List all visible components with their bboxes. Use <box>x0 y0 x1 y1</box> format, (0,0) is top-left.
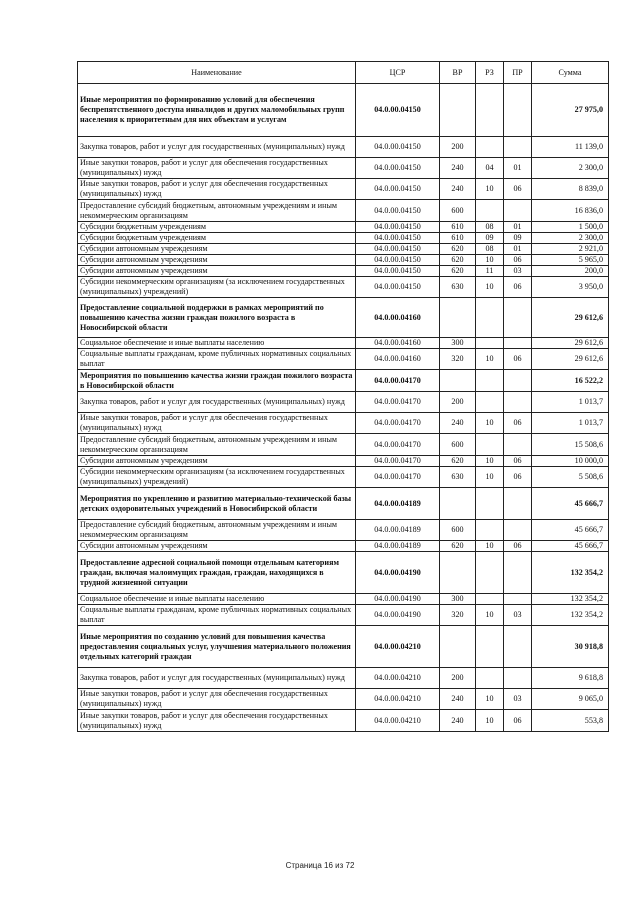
cell-sum: 27 975,0 <box>532 84 609 137</box>
table-row <box>78 233 609 244</box>
cell-rz <box>476 668 504 689</box>
cell-rz <box>476 434 504 456</box>
cell-vr <box>440 488 476 520</box>
cell-sum: 132 354,2 <box>532 552 609 594</box>
cell-pr <box>504 338 532 349</box>
cell-vr: 240 <box>440 158 476 179</box>
cell-pr: 06 <box>504 179 532 200</box>
cell-rz: 10 <box>476 277 504 298</box>
cell-name: Закупка товаров, работ и услуг для государственных (муниципальных) нужд <box>78 668 356 689</box>
cell-rz <box>476 84 504 137</box>
section-row <box>78 626 609 668</box>
cell-name: Субсидии автономным учреждениям <box>78 456 356 467</box>
cell-sum: 8 839,0 <box>532 179 609 200</box>
cell-name: Социальные выплаты гражданам, кроме публичных нормативных социальных выплат <box>78 605 356 626</box>
cell-vr: 600 <box>440 434 476 456</box>
cell-sum: 15 508,6 <box>532 434 609 456</box>
cell-sum: 553,8 <box>532 710 609 732</box>
cell-pr: 06 <box>504 710 532 732</box>
table-row <box>78 200 609 222</box>
cell-name: Субсидии некоммерческим организациям (за исключением государственных (муниципальных) учреждений) <box>78 277 356 298</box>
cell-csr: 04.0.00.04150 <box>356 277 440 298</box>
cell-rz <box>476 594 504 605</box>
cell-vr: 200 <box>440 392 476 413</box>
cell-sum: 1 013,7 <box>532 413 609 434</box>
cell-csr: 04.0.00.04150 <box>356 255 440 266</box>
cell-sum: 2 300,0 <box>532 158 609 179</box>
table-row <box>78 255 609 266</box>
table-row <box>78 392 609 413</box>
cell-vr: 600 <box>440 200 476 222</box>
cell-csr: 04.0.00.04190 <box>356 552 440 594</box>
cell-csr: 04.0.00.04210 <box>356 668 440 689</box>
cell-pr <box>504 488 532 520</box>
cell-name: Социальное обеспечение и иные выплаты населению <box>78 338 356 349</box>
cell-vr: 620 <box>440 244 476 255</box>
table-row <box>78 179 609 200</box>
cell-vr: 300 <box>440 594 476 605</box>
table-body <box>78 84 609 732</box>
cell-pr <box>504 370 532 392</box>
cell-vr: 610 <box>440 222 476 233</box>
cell-rz: 10 <box>476 710 504 732</box>
cell-vr: 610 <box>440 233 476 244</box>
cell-vr: 320 <box>440 605 476 626</box>
section-row <box>78 84 609 137</box>
cell-vr <box>440 370 476 392</box>
cell-name: Мероприятия по укреплению и развитию материально-технической базы детских оздоровительных учреждений в Новосибирской области <box>78 488 356 520</box>
cell-csr: 04.0.00.04210 <box>356 710 440 732</box>
cell-sum: 9 065,0 <box>532 689 609 710</box>
cell-sum: 1 500,0 <box>532 222 609 233</box>
cell-rz <box>476 298 504 338</box>
cell-name: Предоставление субсидий бюджетным, автономным учреждениям и иным некоммерческим организациям <box>78 200 356 222</box>
cell-rz <box>476 200 504 222</box>
cell-name: Иные закупки товаров, работ и услуг для обеспечения государственных (муниципальных) нужд <box>78 689 356 710</box>
cell-pr: 06 <box>504 413 532 434</box>
cell-pr <box>504 552 532 594</box>
cell-pr <box>504 298 532 338</box>
table-row <box>78 413 609 434</box>
header-rz: РЗ <box>476 62 504 84</box>
cell-vr: 200 <box>440 137 476 158</box>
cell-rz <box>476 137 504 158</box>
cell-rz: 10 <box>476 605 504 626</box>
section-row <box>78 552 609 594</box>
cell-sum: 2 300,0 <box>532 233 609 244</box>
table-row <box>78 266 609 277</box>
cell-pr <box>504 434 532 456</box>
cell-pr: 06 <box>504 467 532 488</box>
cell-csr: 04.0.00.04160 <box>356 349 440 370</box>
cell-csr: 04.0.00.04150 <box>356 84 440 137</box>
cell-rz: 10 <box>476 413 504 434</box>
cell-vr <box>440 626 476 668</box>
cell-vr: 620 <box>440 541 476 552</box>
cell-rz: 11 <box>476 266 504 277</box>
table-row <box>78 710 609 732</box>
cell-rz <box>476 520 504 541</box>
cell-sum: 29 612,6 <box>532 298 609 338</box>
cell-csr: 04.0.00.04160 <box>356 298 440 338</box>
cell-csr: 04.0.00.04170 <box>356 467 440 488</box>
table-row <box>78 277 609 298</box>
table-row <box>78 338 609 349</box>
cell-vr <box>440 552 476 594</box>
cell-pr <box>504 626 532 668</box>
cell-pr <box>504 594 532 605</box>
cell-pr: 03 <box>504 266 532 277</box>
cell-rz <box>476 626 504 668</box>
cell-name: Иные закупки товаров, работ и услуг для обеспечения государственных (муниципальных) нужд <box>78 413 356 434</box>
cell-vr <box>440 84 476 137</box>
cell-name: Закупка товаров, работ и услуг для государственных (муниципальных) нужд <box>78 137 356 158</box>
cell-sum: 29 612,6 <box>532 338 609 349</box>
cell-name: Иные закупки товаров, работ и услуг для обеспечения государственных (муниципальных) нужд <box>78 179 356 200</box>
cell-csr: 04.0.00.04150 <box>356 137 440 158</box>
budget-table <box>77 61 609 732</box>
cell-vr: 240 <box>440 710 476 732</box>
table-row <box>78 605 609 626</box>
cell-csr: 04.0.00.04189 <box>356 541 440 552</box>
cell-csr: 04.0.00.04160 <box>356 338 440 349</box>
cell-csr: 04.0.00.04170 <box>356 392 440 413</box>
table-row <box>78 456 609 467</box>
cell-pr: 06 <box>504 349 532 370</box>
cell-sum: 45 666,7 <box>532 541 609 552</box>
cell-sum: 29 612,6 <box>532 349 609 370</box>
cell-rz: 08 <box>476 222 504 233</box>
cell-rz: 10 <box>476 456 504 467</box>
cell-name: Иные мероприятия по формированию условий для обеспечения беспрепятственного доступа инвалидов и других маломобильных групп населения к приоритетным для них объектам и услугам <box>78 84 356 137</box>
header-pr: ПР <box>504 62 532 84</box>
cell-name: Предоставление адресной социальной помощи отдельным категориям граждан, включая малоимущих граждан, граждан, находящихся в трудной жизненной ситуации <box>78 552 356 594</box>
table-row <box>78 520 609 541</box>
cell-name: Субсидии бюджетным учреждениям <box>78 233 356 244</box>
cell-pr <box>504 668 532 689</box>
cell-vr: 600 <box>440 520 476 541</box>
table-row <box>78 137 609 158</box>
table-row <box>78 541 609 552</box>
cell-csr: 04.0.00.04210 <box>356 626 440 668</box>
cell-rz <box>476 488 504 520</box>
cell-sum: 16 836,0 <box>532 200 609 222</box>
cell-rz: 08 <box>476 244 504 255</box>
cell-pr: 09 <box>504 233 532 244</box>
cell-sum: 11 139,0 <box>532 137 609 158</box>
cell-csr: 04.0.00.04150 <box>356 266 440 277</box>
table-row <box>78 668 609 689</box>
cell-sum: 45 666,7 <box>532 488 609 520</box>
cell-vr <box>440 298 476 338</box>
cell-sum: 3 950,0 <box>532 277 609 298</box>
cell-csr: 04.0.00.04170 <box>356 370 440 392</box>
cell-vr: 320 <box>440 349 476 370</box>
cell-name: Предоставление субсидий бюджетным, автономным учреждениям и иным некоммерческим организациям <box>78 434 356 456</box>
table-row <box>78 594 609 605</box>
cell-sum: 10 000,0 <box>532 456 609 467</box>
cell-csr: 04.0.00.04189 <box>356 488 440 520</box>
table-row <box>78 349 609 370</box>
cell-pr: 03 <box>504 689 532 710</box>
cell-rz: 04 <box>476 158 504 179</box>
section-row <box>78 488 609 520</box>
cell-pr <box>504 137 532 158</box>
cell-pr <box>504 392 532 413</box>
cell-csr: 04.0.00.04189 <box>356 520 440 541</box>
table-row <box>78 222 609 233</box>
cell-csr: 04.0.00.04170 <box>356 456 440 467</box>
cell-pr: 06 <box>504 456 532 467</box>
cell-csr: 04.0.00.04150 <box>356 179 440 200</box>
cell-pr: 01 <box>504 222 532 233</box>
cell-vr: 630 <box>440 467 476 488</box>
table-row <box>78 158 609 179</box>
cell-csr: 04.0.00.04170 <box>356 413 440 434</box>
cell-name: Иные мероприятия по созданию условий для повышения качества предоставления социальных услуг, улучшения материального положения отдельных категорий граждан <box>78 626 356 668</box>
cell-vr: 620 <box>440 255 476 266</box>
cell-name: Предоставление социальной поддержки в рамках мероприятий по повышению качества жизни граждан пожилого возраста в Новосибирской области <box>78 298 356 338</box>
cell-csr: 04.0.00.04190 <box>356 594 440 605</box>
cell-rz: 10 <box>476 689 504 710</box>
cell-vr: 620 <box>440 456 476 467</box>
cell-name: Субсидии автономным учреждениям <box>78 255 356 266</box>
cell-pr: 06 <box>504 541 532 552</box>
page-number: Страница 16 из 72 <box>285 861 355 870</box>
cell-vr: 300 <box>440 338 476 349</box>
table-header-row <box>78 62 609 84</box>
cell-name: Субсидии некоммерческим организациям (за исключением государственных (муниципальных) учреждений) <box>78 467 356 488</box>
cell-name: Субсидии бюджетным учреждениям <box>78 222 356 233</box>
cell-name: Социальные выплаты гражданам, кроме публичных нормативных социальных выплат <box>78 349 356 370</box>
cell-rz <box>476 552 504 594</box>
cell-sum: 45 666,7 <box>532 520 609 541</box>
cell-name: Субсидии автономным учреждениям <box>78 266 356 277</box>
cell-sum: 30 918,8 <box>532 626 609 668</box>
cell-sum: 16 522,2 <box>532 370 609 392</box>
cell-name: Предоставление субсидий бюджетным, автономным учреждениям и иным некоммерческим организациям <box>78 520 356 541</box>
cell-rz: 10 <box>476 541 504 552</box>
cell-vr: 630 <box>440 277 476 298</box>
header-sum: Сумма <box>532 62 609 84</box>
table-row <box>78 434 609 456</box>
cell-sum: 1 013,7 <box>532 392 609 413</box>
cell-csr: 04.0.00.04210 <box>356 689 440 710</box>
table-row <box>78 244 609 255</box>
cell-name: Социальное обеспечение и иные выплаты населению <box>78 594 356 605</box>
cell-rz: 10 <box>476 467 504 488</box>
cell-vr: 240 <box>440 689 476 710</box>
section-row <box>78 298 609 338</box>
cell-sum: 200,0 <box>532 266 609 277</box>
cell-rz: 10 <box>476 255 504 266</box>
cell-rz: 10 <box>476 179 504 200</box>
cell-pr: 03 <box>504 605 532 626</box>
cell-sum: 132 354,2 <box>532 605 609 626</box>
cell-name: Иные закупки товаров, работ и услуг для обеспечения государственных (муниципальных) нужд <box>78 710 356 732</box>
cell-sum: 5 508,6 <box>532 467 609 488</box>
table-row <box>78 467 609 488</box>
section-row <box>78 370 609 392</box>
cell-pr: 01 <box>504 244 532 255</box>
cell-rz: 09 <box>476 233 504 244</box>
cell-csr: 04.0.00.04150 <box>356 158 440 179</box>
cell-csr: 04.0.00.04150 <box>356 233 440 244</box>
cell-vr: 240 <box>440 179 476 200</box>
cell-pr: 06 <box>504 255 532 266</box>
cell-rz <box>476 392 504 413</box>
cell-vr: 620 <box>440 266 476 277</box>
header-csr: ЦСР <box>356 62 440 84</box>
cell-csr: 04.0.00.04190 <box>356 605 440 626</box>
cell-csr: 04.0.00.04150 <box>356 244 440 255</box>
cell-vr: 240 <box>440 413 476 434</box>
cell-pr: 01 <box>504 158 532 179</box>
cell-pr <box>504 84 532 137</box>
cell-csr: 04.0.00.04150 <box>356 222 440 233</box>
cell-pr <box>504 520 532 541</box>
cell-sum: 132 354,2 <box>532 594 609 605</box>
cell-rz <box>476 370 504 392</box>
cell-vr: 200 <box>440 668 476 689</box>
header-name: Наименование <box>78 62 356 84</box>
cell-csr: 04.0.00.04170 <box>356 434 440 456</box>
cell-name: Мероприятия по повышению качества жизни граждан пожилого возраста в Новосибирской области <box>78 370 356 392</box>
cell-name: Закупка товаров, работ и услуг для государственных (муниципальных) нужд <box>78 392 356 413</box>
table-row <box>78 689 609 710</box>
cell-name: Иные закупки товаров, работ и услуг для обеспечения государственных (муниципальных) нужд <box>78 158 356 179</box>
cell-pr <box>504 200 532 222</box>
header-vr: ВР <box>440 62 476 84</box>
cell-sum: 2 921,0 <box>532 244 609 255</box>
cell-csr: 04.0.00.04150 <box>356 200 440 222</box>
cell-rz: 10 <box>476 349 504 370</box>
cell-rz <box>476 338 504 349</box>
cell-pr: 06 <box>504 277 532 298</box>
cell-sum: 9 618,8 <box>532 668 609 689</box>
cell-sum: 5 965,0 <box>532 255 609 266</box>
cell-name: Субсидии автономным учреждениям <box>78 244 356 255</box>
cell-name: Субсидии автономным учреждениям <box>78 541 356 552</box>
